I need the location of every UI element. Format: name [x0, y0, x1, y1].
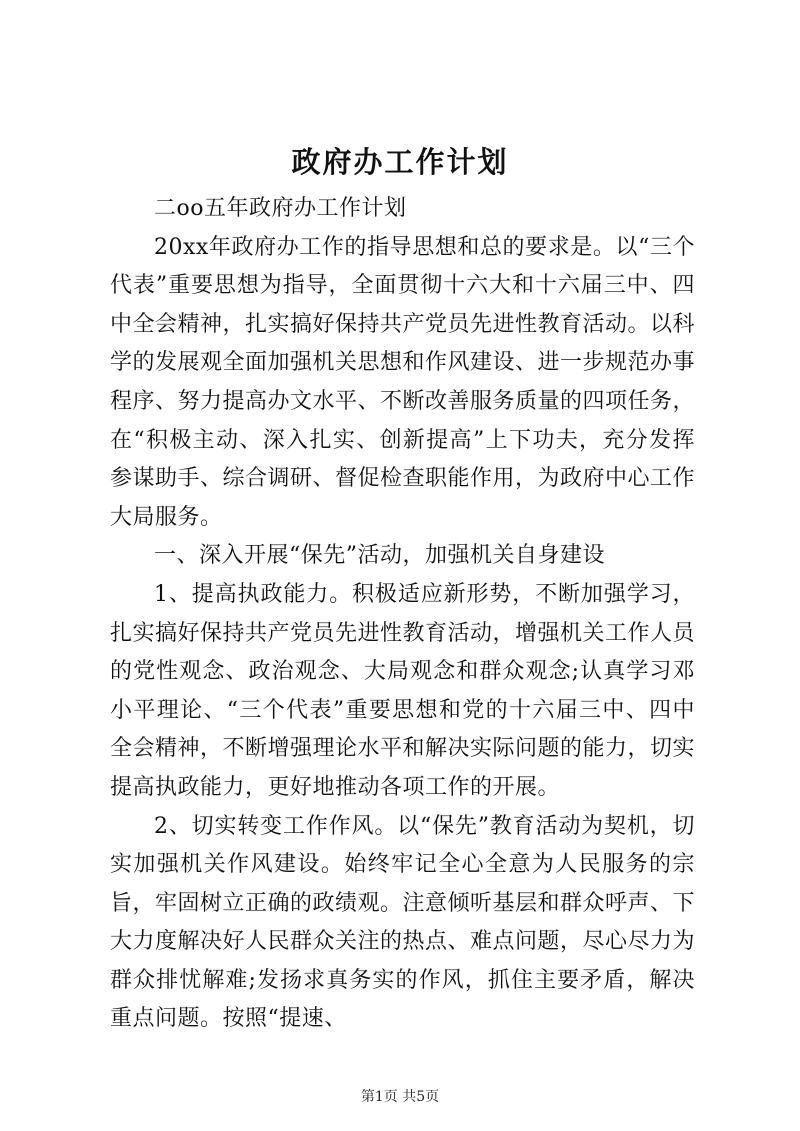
item-1-paragraph: 1、提高执政能力。积极适应新形势，不断加强学习，扎实搞好保持共产党员先进性教育活动，增强机关工作人员的党性观念、政治观念、大局观念和群众观念;认真学习邓小平理论、“三个代表”重要思想和党的十六届三中、四中全会精神，不断增强理论水平和解决实际问题的能力，切实提高执政能力，更好地推动各项工作的开展。 — [110, 581, 696, 800]
subtitle-paragraph: 二oo五年政府办工作计划 — [154, 196, 407, 221]
page-footer: 第1页 共5页 — [360, 1089, 440, 1105]
document-body — [110, 190, 695, 1039]
intro-paragraph: 20xx年政府办工作的指导思想和总的要求是。以“三个代表”重要思想为指导，全面贯彻十六大和十六届三中、四中全会精神，扎实搞好保持共产党员先进性教育活动。以科学的发展观全面加强机关思想和作风建设、进一步规范办事程序、努力提高办文水平、不断改善服务质量的四项任务，在“积极主动、深入扎实、创新提高”上下功夫，充分发挥参谋助手、综合调研、督促检查职能作用，为政府中心工作大局服务。 — [110, 234, 696, 530]
item-2-paragraph: 2、切实转变工作作风。以“保先”教育活动为契机，切实加强机关作风建设。始终牢记全心全意为人民服务的宗旨，牢固树立正确的政绩观。注意倾听基层和群众呼声、下大力度解决好人民群众关注的热点、难点问题，尽心尽力为群众排忧解难;发扬求真务实的作风，抓住主要矛盾，解决重点问题。按照“提速、 — [110, 813, 696, 1032]
document-title: 政府办工作计划 — [291, 145, 509, 179]
section-heading-1: 一、深入开展“保先”活动，加强机关自身建设 — [154, 543, 605, 569]
